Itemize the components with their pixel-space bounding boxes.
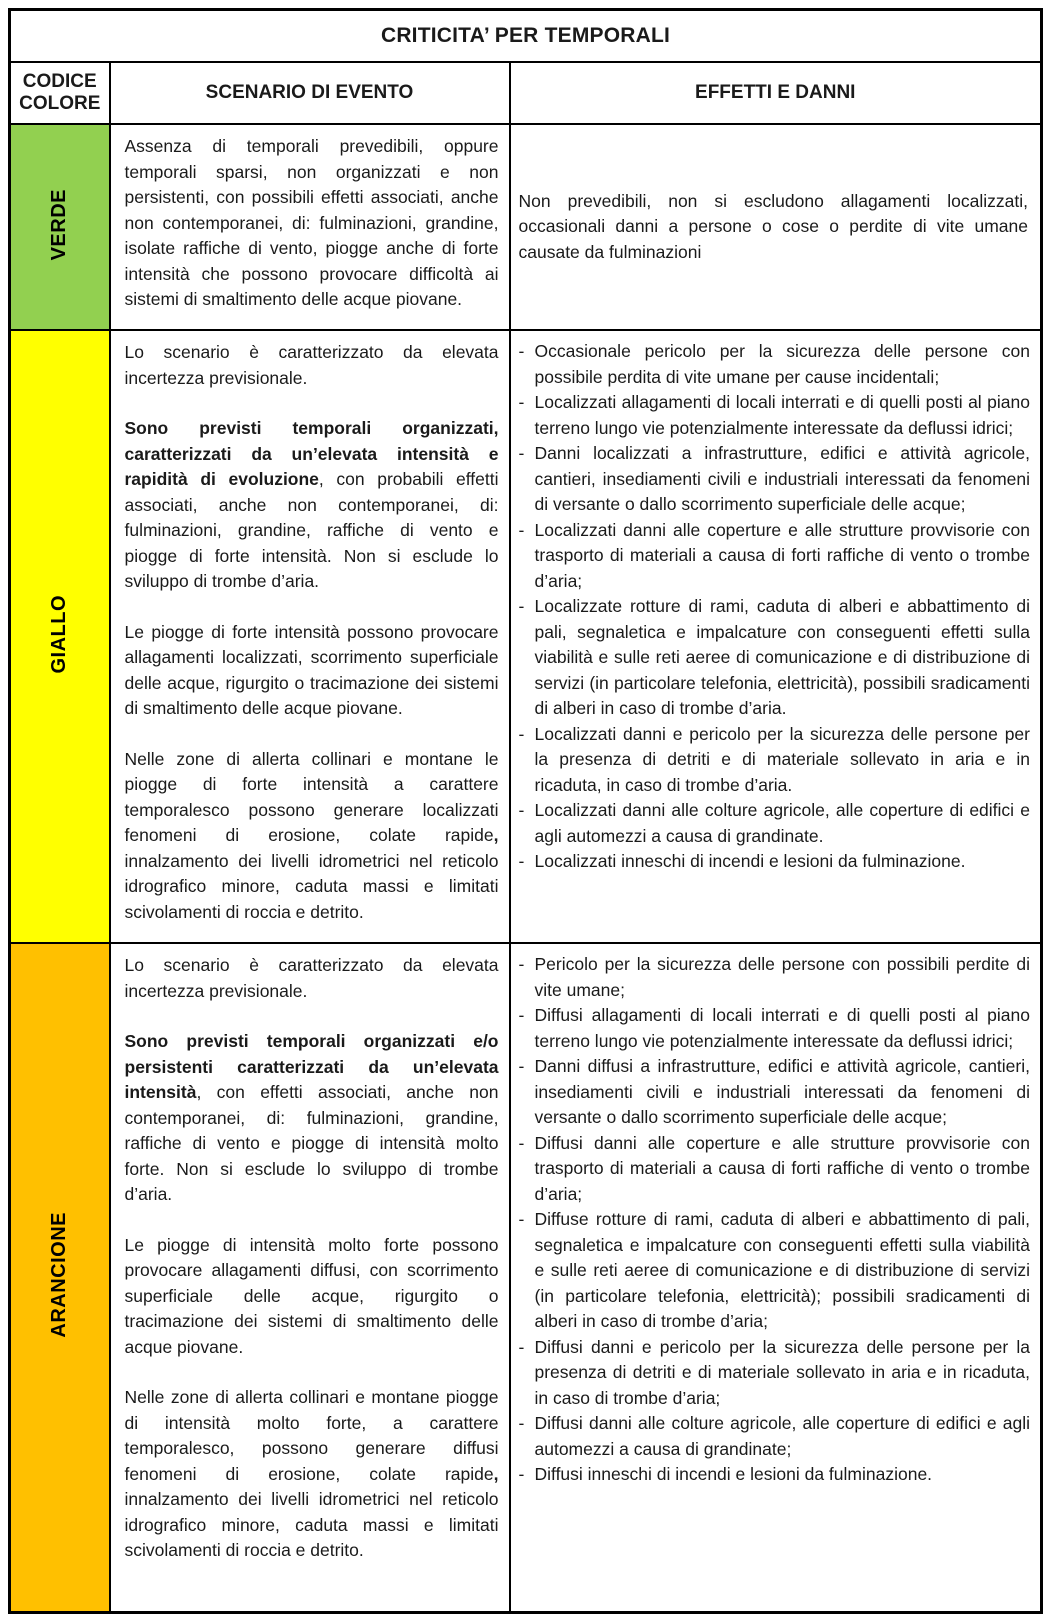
column-header-row bbox=[10, 62, 1042, 124]
effect-item bbox=[519, 1335, 1031, 1412]
color-code-label-arancione: ARANCIONE bbox=[48, 1211, 71, 1338]
effect-text: Localizzati inneschi di incendi e lesioni da fulminazione. bbox=[534, 851, 966, 871]
effect-item bbox=[519, 1054, 1031, 1131]
effect-text: Diffusi danni alle colture agricole, alle coperture di edifici e agli automezzi a causa di grandinate; bbox=[534, 1413, 1030, 1459]
column-header-effetti-e-danni: EFFETTI E DANNI bbox=[510, 62, 1042, 124]
effect-text: Localizzati danni alle coperture e alle strutture provvisorie con trasporto di materiali a causa di forti raffiche di vento o trombe d’aria; bbox=[534, 519, 1030, 591]
table-row-giallo bbox=[10, 330, 1042, 943]
bullet-dash: - bbox=[518, 596, 525, 616]
bullet-dash: - bbox=[518, 443, 525, 463]
scenario-paragraph: Le piogge di forte intensità possono provocare allagamenti localizzati, scorrimento superficiale delle acque, rigurgito o tracimazione dei sistemi di smaltimento delle acque piovane. bbox=[124, 621, 499, 718]
column-header-scenario-di-evento: SCENARIO DI EVENTO bbox=[110, 62, 510, 124]
bullet-dash: - bbox=[518, 800, 525, 820]
color-code-cell-giallo bbox=[10, 330, 110, 943]
effect-text: Occasionale pericolo per la sicurezza delle persone con possibile perdita di vite umane per cause incidentali; bbox=[534, 341, 1030, 387]
effect-item bbox=[519, 1411, 1031, 1462]
criticality-table bbox=[8, 8, 1043, 1614]
scenario-paragraph: Assenza di temporali prevedibili, oppure temporali sparsi, non organizzati e non persistenti, con possibili effetti associati, anche non contemporanei, di: fulminazioni, grandine, isolate raffiche di vento, piogge anche di forte intensità che possono provocare difficoltà ai sistemi di smaltimento delle acque piovane. bbox=[124, 136, 499, 309]
scenario-paragraph: Nelle zone di allerta collinari e montane le piogge di forte intensità a carattere temporalesco possono generare localizzati fenomeni di erosione, colate rapide, innalzamento dei livelli idrometrici nel reticolo idrografico minore, caduta massi e limitati scivolamenti di roccia e detrito. bbox=[124, 748, 499, 922]
bullet-dash: - bbox=[518, 1413, 525, 1433]
bullet-dash: - bbox=[518, 1209, 525, 1229]
effect-text: Pericolo per la sicurezza delle persone con possibili perdite di vite umane; bbox=[534, 954, 1030, 1000]
table-title: CRITICITA’ PER TEMPORALI bbox=[10, 10, 1042, 63]
bullet-dash: - bbox=[518, 851, 525, 871]
effect-text: Danni diffusi a infrastrutture, edifici e attività agricole, cantieri, insediamenti civili e industriali interessati da fenomeni di versante o dallo scorrimento superficiale delle acque; bbox=[534, 1056, 1030, 1127]
effect-text: Diffuse rotture di rami, caduta di alberi e abbattimento di pali, segnaletica e impalcature con conseguenti effetti sulla viabilità e sulle reti aeree di comunicazione e di distribuzione di servizi (in particolare telefonia, elettricità); possibili sradicamenti di alberi in caso di trombe d’aria; bbox=[534, 1209, 1030, 1331]
bullet-dash: - bbox=[518, 1005, 525, 1025]
table-row-arancione bbox=[10, 943, 1042, 1612]
effect-item bbox=[519, 594, 1031, 722]
scenario-paragraph: Lo scenario è caratterizzato da elevata incertezza previsionale. bbox=[124, 955, 499, 1001]
color-code-cell-arancione bbox=[10, 943, 110, 1612]
scenario-paragraph: Sono previsti temporali organizzati, caratterizzati da un’elevata intensità e rapidità di evoluzione, con probabili effetti associati, anche non contemporanei, di: fulminazioni, grandine, raffiche di vento e piogge di forte intensità. Non si esclude lo sviluppo di trombe d’aria. bbox=[124, 418, 499, 591]
effect-text: Localizzati danni alle colture agricole, alle coperture di edifici e agli automezzi a causa di grandinate. bbox=[534, 800, 1030, 846]
bullet-dash: - bbox=[518, 723, 525, 744]
effect-item bbox=[519, 1207, 1031, 1335]
effect-text: Diffusi inneschi di incendi e lesioni da fulminazione. bbox=[534, 1464, 933, 1484]
bullet-dash: - bbox=[518, 1336, 525, 1357]
effect-text: Diffusi danni alle coperture e alle strutture provvisorie con trasporto di materiali a causa di forti raffiche di vento o trombe d’aria; bbox=[534, 1132, 1030, 1204]
effect-item bbox=[519, 722, 1031, 799]
bullet-dash: - bbox=[518, 341, 525, 361]
color-code-cell-verde bbox=[10, 124, 110, 330]
effects-cell-verde bbox=[510, 124, 1042, 330]
title-row bbox=[10, 10, 1042, 63]
table-body bbox=[10, 124, 1042, 1612]
bullet-dash: - bbox=[518, 1464, 525, 1484]
effect-text: Diffusi danni e pericolo per la sicurezza delle persone per la presenza di detriti e di materiale sollevato in aria e in ricaduta, in caso di trombe d’aria; bbox=[534, 1336, 1030, 1408]
effect-item bbox=[519, 518, 1031, 595]
color-code-label-verde: VERDE bbox=[48, 188, 71, 261]
scenario-cell-giallo bbox=[110, 330, 510, 943]
effects-cell-giallo bbox=[510, 330, 1042, 943]
effect-text: Danni localizzati a infrastrutture, edifici e attività agricole, cantieri, insediamenti civili e industriali interessati da fenomeni di versante o dallo scorrimento superficiale delle acque; bbox=[534, 443, 1030, 514]
effect-text: Localizzati danni e pericolo per la sicurezza delle persone per la presenza di detriti e di materiale sollevato in aria e in ricaduta, in caso di trombe d’aria. bbox=[534, 723, 1030, 795]
scenario-paragraph: Sono previsti temporali organizzati e/o persistenti caratterizzati da un’elevata intensità, con effetti associati, anche non contemporanei, di: fulminazioni, grandine, raffiche di vento e piogge di intensità molto forte. Non si esclude lo sviluppo di trombe d’aria. bbox=[124, 1031, 499, 1204]
effect-item bbox=[519, 849, 1031, 875]
effect-item bbox=[519, 798, 1031, 849]
effect-text: Localizzate rotture di rami, caduta di alberi e abbattimento di pali, segnaletica e impalcature con conseguenti effetti sulla viabilità e sulle reti aeree di comunicazione e di distribuzione di servizi (in particolare telefonia, elettricità), possibili sradicamenti di alberi in caso di trombe d’aria. bbox=[534, 596, 1030, 718]
scenario-paragraph: Nelle zone di allerta collinari e montane piogge di intensità molto forte, a carattere temporalesco, possono generare diffusi fenomeni di erosione, colate rapide, innalzamento dei livelli idrometrici nel reticolo idrografico minore, caduta massi e limitati scivolamenti di roccia e detrito. bbox=[124, 1387, 499, 1560]
table-row-verde bbox=[10, 124, 1042, 330]
bullet-dash: - bbox=[518, 1132, 525, 1153]
effect-item bbox=[519, 1131, 1031, 1208]
scenario-cell-arancione bbox=[110, 943, 510, 1612]
color-code-label-giallo: GIALLO bbox=[48, 594, 71, 674]
bullet-dash: - bbox=[518, 519, 525, 540]
effect-text: Diffusi allagamenti di locali interrati e di quelli posti al piano terreno lungo vie potenzialmente interessate da deflussi idrici; bbox=[534, 1005, 1030, 1051]
effect-item bbox=[519, 952, 1031, 1003]
effect-item bbox=[519, 1003, 1031, 1054]
effect-item bbox=[519, 390, 1031, 441]
scenario-cell-verde bbox=[110, 124, 510, 330]
scenario-paragraph: Le piogge di intensità molto forte possono provocare allagamenti diffusi, con scorrimento superficiale delle acque, rigurgito o tracimazione dei sistemi di smaltimento delle acque piovane. bbox=[124, 1234, 499, 1357]
effects-text: Non prevedibili, non si escludono allagamenti localizzati, occasionali danni a persone o cose o perdite di vite umane causate da fulminazioni bbox=[518, 190, 1028, 262]
bullet-dash: - bbox=[518, 954, 525, 974]
effect-item bbox=[519, 441, 1031, 518]
bullet-dash: - bbox=[518, 392, 525, 412]
effects-cell-arancione bbox=[510, 943, 1042, 1612]
effect-text: Localizzati allagamenti di locali interrati e di quelli posti al piano terreno lungo vie potenzialmente interessate da deflussi idrici; bbox=[534, 392, 1030, 438]
scenario-paragraph: Lo scenario è caratterizzato da elevata incertezza previsionale. bbox=[124, 342, 499, 388]
effect-item bbox=[519, 339, 1031, 390]
bullet-dash: - bbox=[518, 1056, 525, 1076]
effect-item bbox=[519, 1462, 1031, 1488]
column-header-codice-colore: CODICE COLORE bbox=[10, 62, 110, 124]
